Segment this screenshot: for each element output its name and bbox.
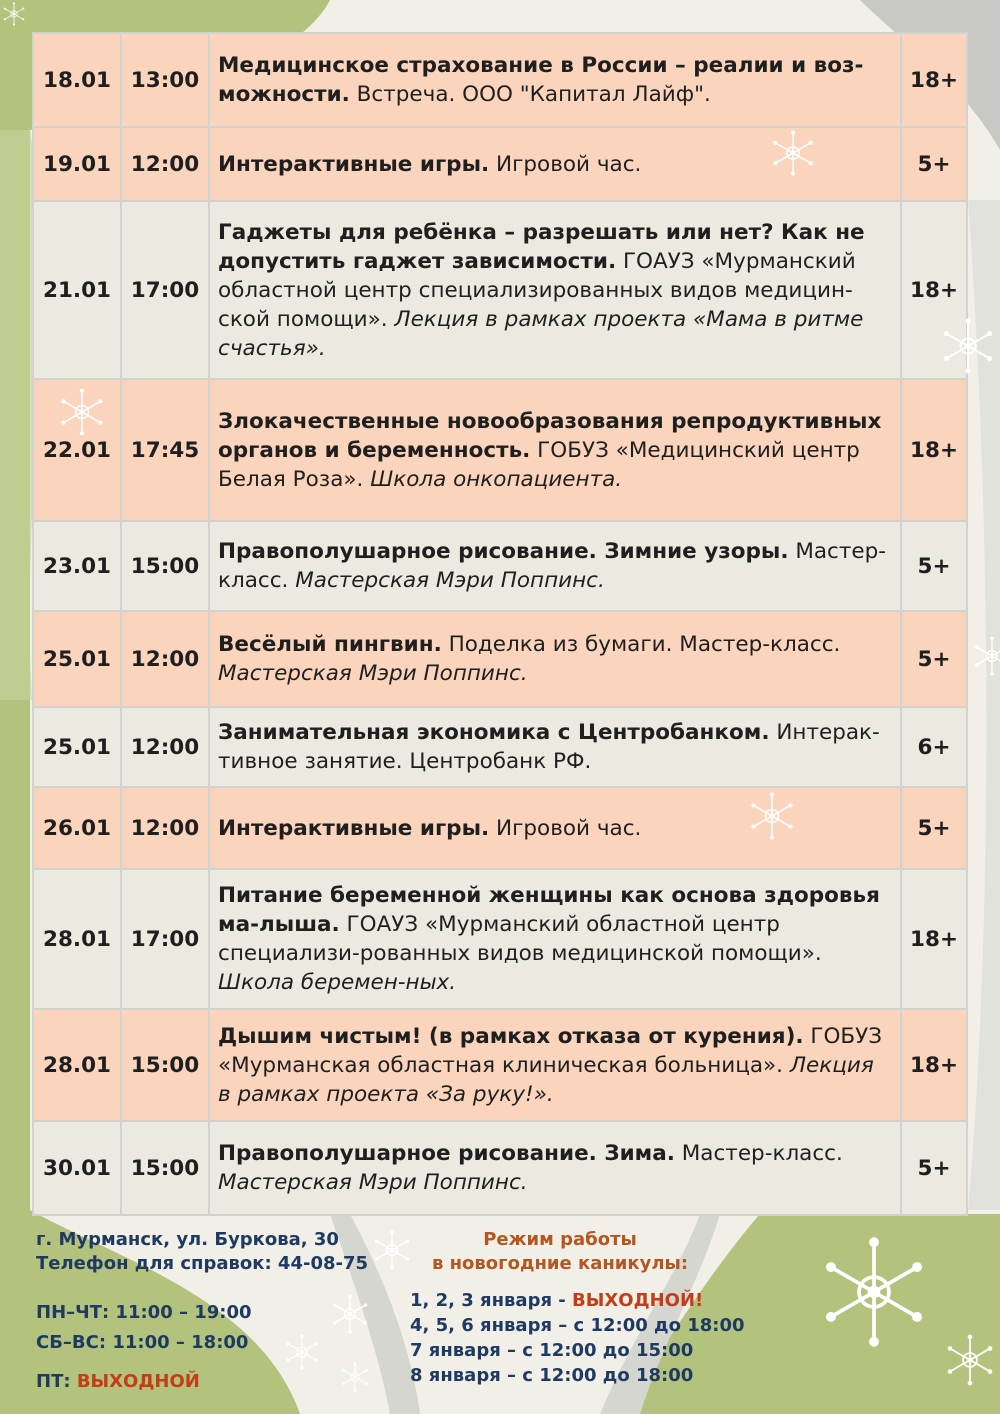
table-row [33,787,967,869]
event-description [209,201,901,379]
table-row [33,201,967,379]
event-note: Мастерская Мэри Поппинс. [295,568,605,593]
event-date: 22.01 [33,379,121,521]
event-age: 18+ [901,869,967,1009]
event-details: Встреча. ООО "Капитал Лайф". [349,82,711,107]
schedule-table [32,32,968,1216]
event-description [209,33,901,127]
event-title: Интерактивные игры. [218,815,490,841]
event-age: 6+ [901,707,967,787]
event-time: 17:00 [121,869,209,1009]
event-date: 26.01 [33,787,121,869]
event-description [209,787,901,869]
event-date: 28.01 [33,1009,121,1121]
event-description [209,611,901,707]
snowflake-icon [944,1334,996,1386]
event-age: 18+ [901,1009,967,1121]
snowflake-icon [818,1236,930,1348]
event-details: Игровой час. [489,151,642,177]
event-age: 5+ [901,521,967,611]
table-row [33,869,967,1009]
holiday-item: 8 января – с 12:00 до 18:00 [410,1365,694,1386]
event-title: Весёлый пингвин. [218,632,442,657]
event-description [209,869,901,1009]
event-note: Лекция в рамках проекта «За руку!». [218,1052,874,1107]
event-details: Интерак-тивное занятие. Центробанк РФ. [218,720,880,774]
event-details: Поделка из бумаги. Мастер-класс. [441,632,841,657]
event-details: Мастер-класс. [218,539,887,593]
hours-weekend: СБ–ВС: 11:00 – 18:00 [36,1332,249,1353]
event-time: 12:00 [121,787,209,869]
holiday-item [410,1288,745,1313]
opening-hours [36,1298,368,1358]
event-time: 15:00 [121,521,209,611]
event-title: Правополушарное рисование. Зимние узоры. [218,539,789,564]
holiday-title-line-1: Режим работы [483,1229,637,1250]
event-description [209,1121,901,1215]
event-time: 15:00 [121,1121,209,1215]
friday-label: ПТ: [36,1371,77,1392]
event-date: 18.01 [33,33,121,127]
event-time: 13:00 [121,33,209,127]
event-details: ГОБУЗ «Мурманская областная клиническая больница». [218,1023,883,1078]
snowflake-icon [748,792,796,840]
event-date: 30.01 [33,1121,121,1215]
event-title: Медицинское страхование в России – реалии и воз-можности. [218,53,864,107]
snowflake-icon [372,1230,412,1270]
snowflake-icon [770,130,816,176]
event-age: 18+ [901,33,967,127]
event-date: 28.01 [33,869,121,1009]
event-note: Мастерская Мэри Поппинс. [218,661,528,686]
event-description [209,521,901,611]
table-row [33,379,967,521]
table-row [33,33,967,127]
event-time: 12:00 [121,127,209,201]
event-title: Дышим чистым! (в рамках отказа от курения). [218,1023,804,1049]
event-date: 23.01 [33,521,121,611]
event-age: 18+ [901,379,967,521]
holiday-item: 4, 5, 6 января – с 12:00 до 18:00 [410,1315,745,1336]
event-age: 5+ [901,127,967,201]
event-details: Игровой час. [489,815,642,841]
event-date: 19.01 [33,127,121,201]
holiday-item-label: 1, 2, 3 января - [410,1290,573,1311]
address: г. Мурманск, ул. Буркова, 30 [36,1229,339,1250]
table-row [33,127,967,201]
event-title: Правополушарное рисование. Зима. [218,1141,675,1166]
table-row [33,521,967,611]
event-description [209,707,901,787]
event-title: Питание беременной женщины как основа здоровья ма-лыша. [218,883,880,937]
event-description [209,379,901,521]
event-note: Школа онкопациента. [370,466,623,492]
event-time: 15:00 [121,1009,209,1121]
event-age: 18+ [901,201,967,379]
contact-info [36,1228,368,1394]
table-row [33,611,967,707]
event-details: Мастер-класс. [674,1141,843,1166]
friday-hours [36,1370,368,1394]
snowflake-icon [940,318,996,374]
event-date: 21.01 [33,201,121,379]
friday-value: ВЫХОДНОЙ [76,1371,200,1392]
table-row [33,1009,967,1121]
event-age: 5+ [901,787,967,869]
holiday-schedule [410,1228,745,1388]
event-details: ГОАУЗ «Мурманский областной центр специализированных видов медицин-ской помощи». [218,248,856,332]
event-time: 12:00 [121,707,209,787]
holiday-item: 7 января – с 12:00 до 15:00 [410,1340,694,1361]
snowflake-icon [972,628,1000,684]
event-age: 5+ [901,1121,967,1215]
phone: Телефон для справок: 44-08-75 [36,1253,369,1274]
event-time: 17:00 [121,201,209,379]
event-title: Гаджеты для ребёнка – разрешать или нет? Как не допустить гаджет зависимости. [218,219,865,274]
snowflake-icon [58,388,106,436]
holiday-title [410,1228,710,1276]
event-date: 25.01 [33,707,121,787]
holiday-title-line-2: в новогодние каникулы: [431,1253,689,1274]
snowflake-icon [2,2,26,26]
event-age: 5+ [901,611,967,707]
hours-weekday: ПН–ЧТ: 11:00 – 19:00 [36,1302,252,1323]
table-row [33,707,967,787]
table-row [33,1121,967,1215]
event-note: Лекция в рамках проекта «Мама в ритме счастья». [218,306,864,361]
holiday-item-value: ВЫХОДНОЙ! [572,1290,704,1311]
event-title: Занимательная экономика с Центробанком. [218,720,770,745]
event-details: ГОБУЗ «Медицинский центр Белая Роза». [218,437,860,492]
event-time: 12:00 [121,611,209,707]
event-note: Мастерская Мэри Поппинс. [218,1170,528,1195]
event-note: Школа беремен-ных. [218,970,457,995]
event-title: Интерактивные игры. [218,151,490,177]
holiday-list [410,1288,745,1388]
event-details: ГОАУЗ «Мурманский областной центр специализи-рованных видов медицинской помощи». [218,912,822,966]
event-title: Злокачественные новообразования репродуктивных органов и беременность. [218,408,882,463]
event-date: 25.01 [33,611,121,707]
event-description [209,1009,901,1121]
event-time: 17:45 [121,379,209,521]
